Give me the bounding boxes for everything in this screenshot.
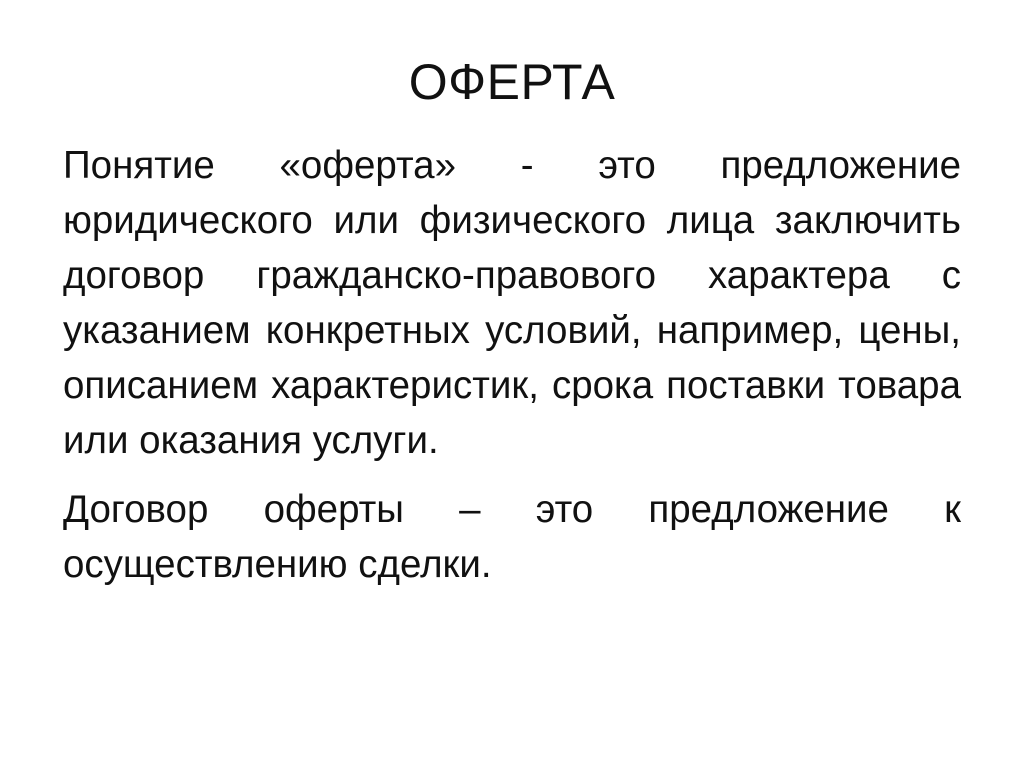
slide-title: ОФЕРТА (408, 54, 616, 110)
slide-body (63, 138, 961, 592)
definition-paragraph: Понятие «оферта» - это предложение юридического или физического лица заключить договор гражданско-правового характера с указанием конкретных условий, например, цены, описанием характеристик, срока поставки товара или оказания услуги. (63, 144, 961, 462)
contract-paragraph: Договор оферты – это предложение к осуществлению сделки. (63, 488, 961, 586)
